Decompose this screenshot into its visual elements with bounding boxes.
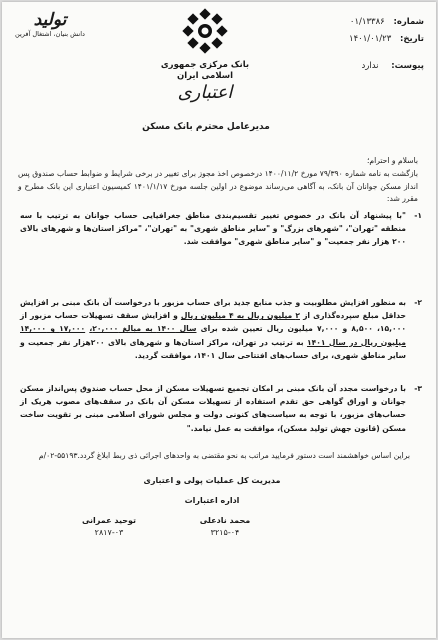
recipient-title: مدیرعامل محترم بانک مسکن: [142, 122, 270, 132]
decision-item-3: [20, 382, 422, 435]
decision-item-2: [20, 296, 422, 362]
signer-left: [64, 516, 154, 537]
item-number: ۱-: [414, 211, 422, 220]
item-text: [20, 296, 406, 362]
underlined-amount: سال ۱۴۰۰ به مبالغ ۲۰,۰۰۰،: [89, 324, 197, 334]
signer-code: ۲۸۱۷-۰۳: [94, 528, 124, 537]
signer-code: ۳۲۱۵-۰۴: [210, 528, 240, 537]
production-slogan-logo: [10, 10, 90, 39]
central-bank-name: بانک مرکزی جمهوری اسلامی ایران: [160, 60, 250, 81]
closing-paragraph: براین اساس خواهشمند است دستور فرمایید مراتب به نحو مقتضی به واحدهای اجرائی ذی ربط ابلاغ گردد.۵۵۱۹۳-۰۲/م: [38, 451, 410, 460]
slogan-subtitle: دانش بنیان، اشتغال آفرین: [15, 30, 85, 38]
letter-number-value: ۰۱/۱۳۳۸۶: [349, 17, 385, 27]
letter-page: [2, 2, 436, 638]
letter-date-row: [314, 33, 424, 46]
greeting: باسلام و احترام؛: [366, 156, 418, 165]
item-text: "با پیشنهاد آن بانک در خصوص تغییر تقسیم‌بندی مناطق جغرافیایی حساب جوانان به ترتیب با سه منطقه "تهران"، "شهرهای بزرگ" و "سایر مناطق شهری" به "تهران"، "مراکز استان‌ها و شهرهای بالای ۲۰۰ هزار نفر جمعیت" و "سایر مناطق شهری" موافقت شد.: [20, 211, 406, 247]
central-bank-emblem-icon: [182, 8, 228, 54]
letter-number-label: شماره:: [393, 17, 424, 27]
item-text-part: به ترتیب در تهران، مراکز استان‌ها و شهرهای بالای ۲۰۰هزار نفر جمعیت و سایر مناطق شهری، برای حساب‌های افتتاحی سال ۱۴۰۱، موافقت گردید.: [20, 337, 406, 360]
item-text-part: و افزایش سقف تسهیلات حساب مزبور از ۱۵,۰۰۰، ۸,۵۰۰ و ۷,۰۰۰ میلیون ریال تعیین شده برای: [20, 311, 406, 334]
letter-attachment-label: پیوست:: [391, 61, 424, 71]
item-text-part: به منظور افزایش مطلوبیت و جذب منابع جدید برای حساب مزبور با درخواست آن بانک مبنی بر افزایش حداقل مبلغ سپرده‌گذاری از: [20, 298, 406, 321]
letter-attachment-row: [314, 60, 424, 73]
central-bank-calligraphy: اعتباری: [177, 82, 233, 103]
item-text: با درخواست مجدد آن بانک مبنی بر امکان تجمیع تسهیلات مسکن از محل حساب صندوق پس‌انداز مسکن جوانان و اوراق گواهی حق تقدم استفاده از تسهیلات مسکن آن بانک در سقف‌های مصوب هریک از حساب‌های مزبور، با توجه به سیاست‌های کنونی دولت و مجلس شورای اسلامی مبنی بر تقویت ساخت مسکن (قانون جهش تولید مسکن)، موافقت به عمل نیامد.": [20, 384, 406, 433]
underlined-amount: ۱۷,۰۰۰ و ۱۴,۰۰۰ میلیون ریال در سال ۱۴۰۱: [20, 324, 406, 347]
signer-name: توحید عمرانی: [81, 516, 137, 525]
underlined-amount: ۲ میلیون ریال به ۴ میلیون ریال: [180, 311, 300, 321]
item-number: ۲-: [414, 298, 422, 307]
signer-name: محمد نادعلی: [199, 516, 251, 525]
central-bank-logo: [150, 8, 260, 108]
department-name: مدیریت کل عملیات پولی و اعتباری: [143, 476, 281, 485]
decision-item-1: [20, 209, 422, 249]
letter-meta: [314, 16, 424, 73]
signer-right: [180, 516, 270, 537]
item-number: ۳-: [414, 384, 422, 393]
letter-attachment-value: ندارد: [361, 61, 379, 71]
letter-date-value: ۱۴۰۱/۰۱/۲۳: [349, 34, 392, 44]
letter-date-label: تاریخ:: [400, 34, 424, 44]
office-name: اداره اعتبارات: [184, 496, 240, 505]
slogan-word: تولید: [33, 10, 67, 30]
letter-number-row: [314, 16, 424, 29]
intro-paragraph: بازگشت به نامه شماره ۷۹/۳۹۰ مورخ ۱۴۰۰/۱۱/۲ درخصوص اخذ مجوز برای تغییر در برخی شرایط و ضوابط حساب صندوق پس انداز مسکن جوانان آن بانک، به آگاهی می‌رساند موضوع در اولین جلسه مورخ ۱۴۰۱/۱/۱۷ کمیسیون اعتباری این بانک مطرح و مقرر شد:: [18, 169, 418, 204]
